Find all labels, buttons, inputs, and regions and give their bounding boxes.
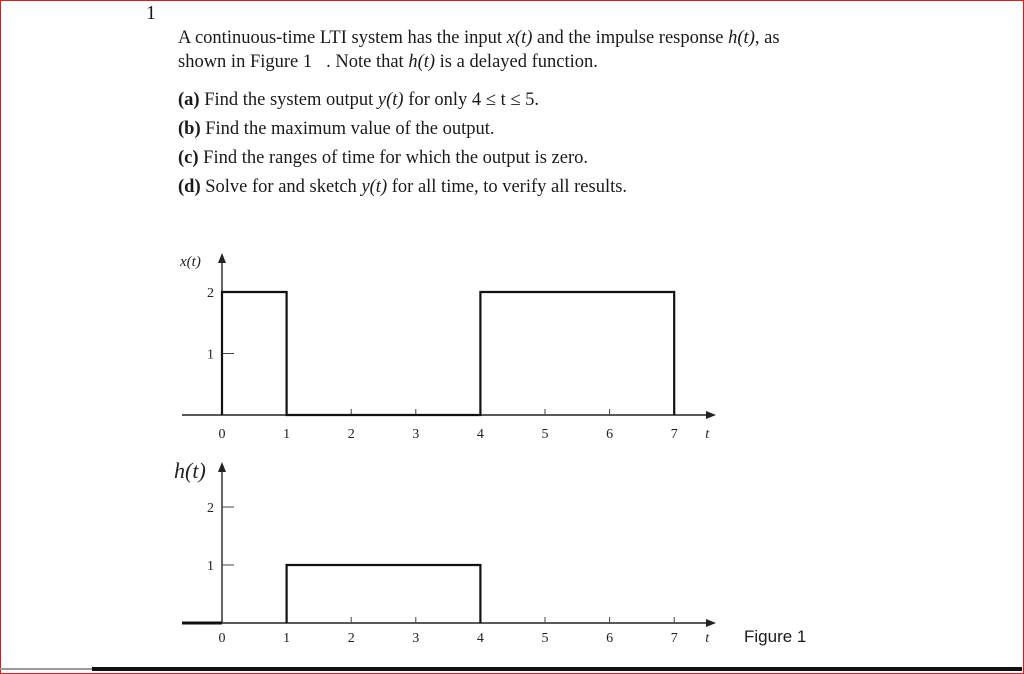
x-tick-label: 7 xyxy=(670,427,678,442)
statement-text: and the impulse response xyxy=(532,28,729,48)
x-tick-label: 5 xyxy=(541,631,549,646)
part-label: (c) xyxy=(178,148,199,168)
part-label: (a) xyxy=(178,90,200,110)
part-text: Find the maximum value of the output. xyxy=(205,119,495,139)
x-axis-label: t xyxy=(705,631,710,646)
input-signal-symbol: x(t) xyxy=(506,28,533,48)
impulse-response-symbol: h(t) xyxy=(408,52,436,72)
part-label: (b) xyxy=(178,119,201,139)
part-text: Find the system output xyxy=(204,90,378,110)
x-tick-label: 7 xyxy=(670,631,678,646)
statement-text: , as xyxy=(754,28,780,48)
x-tick-label: 6 xyxy=(606,427,614,442)
figure-caption: Figure 1 xyxy=(744,627,807,646)
x-tick-label: 3 xyxy=(412,631,420,646)
x-tick-label: 1 xyxy=(283,631,291,646)
statement-text: is a delayed function. xyxy=(435,52,598,72)
signal-trace xyxy=(287,565,481,623)
y-tick-label: 1 xyxy=(207,347,214,363)
x-tick-label: 3 xyxy=(412,427,420,442)
x-tick-label: 5 xyxy=(541,427,549,442)
x-axis-arrow xyxy=(706,619,716,627)
x-tick-label: 2 xyxy=(347,631,355,646)
x-tick-label: 4 xyxy=(476,427,484,442)
y-tick-label: 1 xyxy=(207,559,214,574)
part-label: (d) xyxy=(178,177,201,197)
part-text: for only 4 ≤ t ≤ 5. xyxy=(403,90,540,110)
impulse-response-symbol: h(t) xyxy=(728,28,755,48)
part-text: Find the ranges of time for which the output is zero. xyxy=(203,148,588,168)
x-tick-label: 4 xyxy=(476,631,484,646)
x-axis-label: t xyxy=(705,427,710,442)
x-tick-label: 2 xyxy=(347,427,355,442)
x-tick-label: 0 xyxy=(218,427,226,442)
x-tick-label: 6 xyxy=(606,631,614,646)
y-axis-label: x(t) xyxy=(180,254,201,270)
x-axis-arrow xyxy=(706,411,716,419)
part-text: Solve for and sketch xyxy=(205,177,362,197)
y-axis-label: h(t) xyxy=(174,458,206,483)
output-symbol: y(t) xyxy=(361,177,388,197)
y-tick-label: 2 xyxy=(207,286,214,301)
y-axis-arrow xyxy=(218,462,226,472)
output-symbol: y(t) xyxy=(377,90,404,110)
x-of-t-plot xyxy=(179,253,716,442)
part-text: for all time, to verify all results. xyxy=(387,177,628,197)
y-tick-label: 2 xyxy=(207,501,214,516)
statement-text: . Note that xyxy=(326,52,409,72)
statement-text: A continuous-time LTI system has the input xyxy=(178,28,507,48)
figure-reference: shown in Figure 1 xyxy=(178,52,313,72)
signal-trace xyxy=(222,292,674,415)
problem-number: 1 xyxy=(146,2,156,24)
x-tick-label: 0 xyxy=(218,631,226,646)
x-tick-label: 1 xyxy=(283,427,291,442)
y-axis-arrow xyxy=(218,253,226,263)
h-of-t-plot xyxy=(174,458,716,646)
